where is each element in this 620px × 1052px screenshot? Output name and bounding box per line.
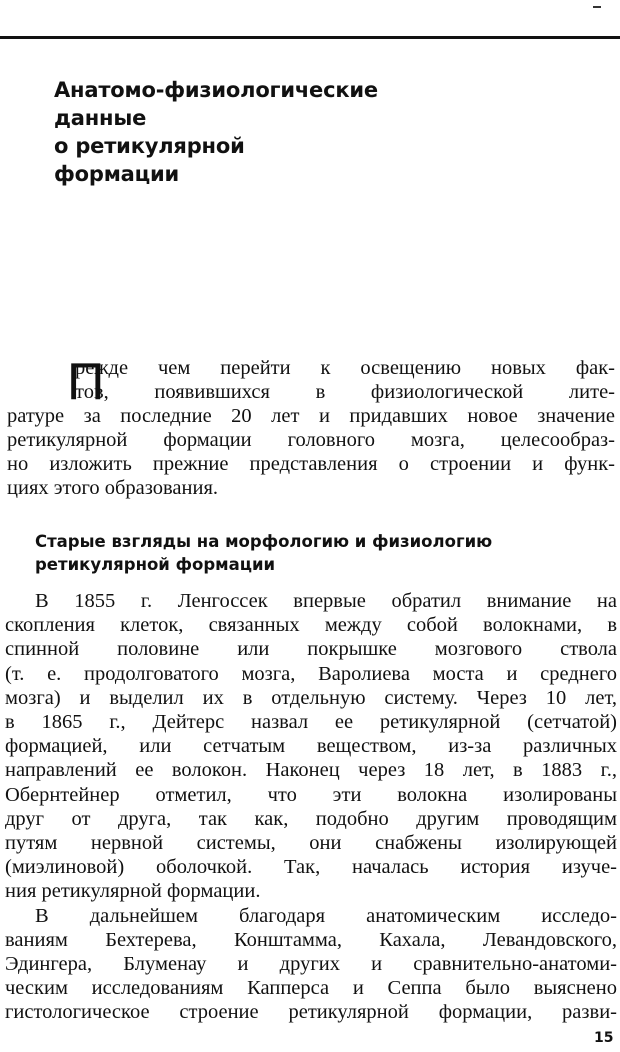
intro-line: но изложить прежние представления о строении и функ-: [7, 453, 615, 475]
body-line: мозга) и выделил их в отдельную систему. Через 10 лет,: [5, 686, 617, 709]
intro-line: режде чем перейти к освещению новых фак-: [75, 357, 615, 379]
section-heading-line: ретикулярной формации: [35, 555, 276, 574]
chapter-title-line: Анатомо-физиологические: [54, 78, 378, 102]
body-line: путям нервной системы, они снабжены изолирующей: [5, 832, 617, 855]
body-line: спинной половине или покрышке мозгового ствола: [5, 638, 617, 661]
drop-cap: П: [67, 353, 105, 411]
body-line: скопления клеток, связанных между собой волокнами, в: [5, 614, 617, 637]
chapter-title-line: формации: [54, 162, 180, 186]
body-line: ния ретикулярной формации.: [5, 880, 261, 903]
body-line: гистологическое строение ретикулярной формации, разви-: [5, 1001, 617, 1024]
body-line: Эдингера, Блуменау и других и сравнительно-анатоми-: [5, 953, 617, 976]
chapter-title-line: данные: [54, 106, 147, 130]
body-line: в 1865 г., Дейтерс назвал ее ретикулярной (сетчатой): [5, 711, 617, 734]
chapter-title-line: о ретикулярной: [54, 134, 245, 158]
body-text: [5, 589, 617, 1025]
intro-paragraph: [7, 353, 615, 500]
intro-line: тов, появившихся в физиологической лите-: [75, 381, 615, 403]
intro-line: ретикулярной формации головного мозга, целесообраз-: [7, 429, 615, 451]
body-line: (т. е. продолговатого мозга, Варолиева моста и среднего: [5, 662, 617, 685]
top-rule: [0, 36, 620, 39]
intro-line: циях этого образования.: [7, 477, 219, 499]
body-line: формацией, или сетчатым веществом, из-за различных: [5, 735, 617, 758]
body-line: В 1855 г. Ленгоссек впервые обратил внимание на: [35, 590, 617, 612]
body-line: направлений ее волокон. Наконец через 18 лет, в 1883 г.,: [5, 759, 617, 782]
body-line: ческим исследованиям Капперса и Сеппа было выяснено: [5, 977, 617, 1000]
intro-line: ратуре за последние 20 лет и придавших новое значение: [7, 405, 615, 427]
section-heading-line: Старые взгляды на морфологию и физиологию: [35, 532, 493, 551]
page-number: 15: [594, 1030, 614, 1046]
section-heading: [35, 530, 595, 576]
corner-mark: [593, 6, 601, 8]
body-line: В дальнейшем благодаря анатомическим исследо-: [35, 904, 617, 927]
body-line: друг от друга, так как, подобно другим проводящим: [5, 807, 617, 830]
body-line: ваниям Бехтерева, Конштамма, Кахала, Левандовского,: [5, 928, 617, 951]
body-line: Обернтейнер отметил, что эти волокна изолированы: [5, 783, 617, 806]
body-line: (миэлиновой) оболочкой. Так, началась история изуче-: [5, 856, 617, 879]
chapter-title: [54, 76, 474, 188]
